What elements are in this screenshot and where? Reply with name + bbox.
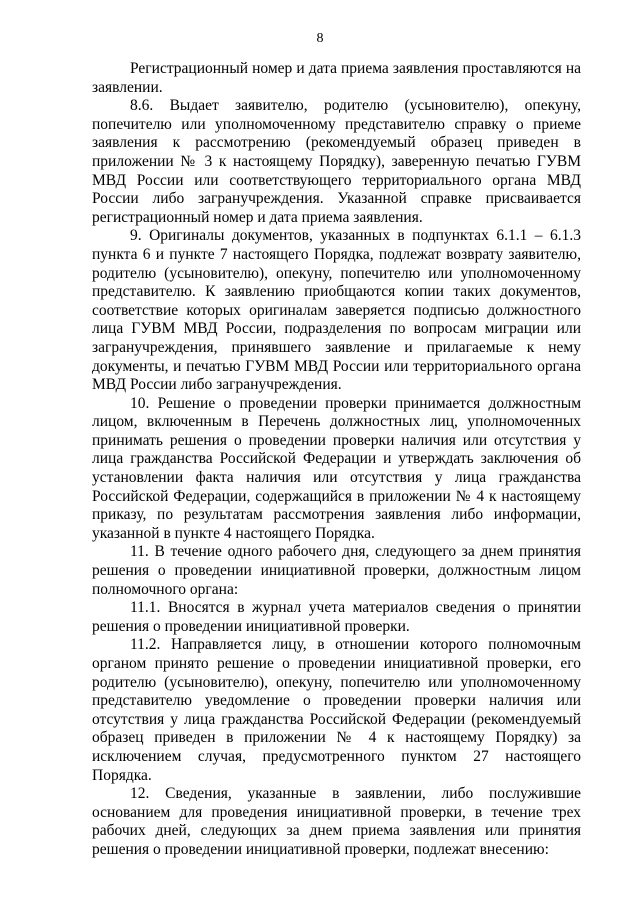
paragraph-11-1: 11.1. Вносятся в журнал учета материалов сведения о принятии решения о проведении инициативной проверки. [92,599,581,635]
paragraph-registration-note: Регистрационный номер и дата приема заявления проставляются на заявлении. [92,60,581,96]
paragraph-10: 10. Решение о проведении проверки принимается должностным лицом, включенным в Перечень должностных лиц, уполномоченных принимать решения о проведении проверки наличия или отсутствия у лица гражданства Российской Федерации и утверждать заключения об установлении факта наличия или отсутствия у лица гражданства Российской Федерации, содержащийся в приложении № 4 к настоящему приказу, по результатам рассмотрения заявления либо информации, указанной в пункте 4 настоящего Порядка. [92,394,581,542]
paragraph-8-6: 8.6. Выдает заявителю, родителю (усыновителю), опекуну, попечителю или уполномоченному представителю справку о приеме заявления к рассмотрению (рекомендуемый образец приведен в приложении № 3 к настоящему Порядку), заверенную печатью ГУВМ МВД России или соответствующего территориального органа МВД России либо загранучреждения. Указанной справке присваивается регистрационный номер и дата приема заявления. [92,97,581,226]
document-body [92,60,581,860]
paragraph-9: 9. Оригиналы документов, указанных в подпунктах 6.1.1 – 6.1.3 пункта 6 и пункте 7 настоящего Порядка, подлежат возврату заявителю, родителю (усыновителю), опекуну, попечителю или уполномоченному представителю. К заявлению приобщаются копии таких документов, соответствие которых оригиналам заверяется подписью должностного лица ГУВМ МВД России, подразделения по вопросам миграции или загранучреждения, принявшего заявление и прилагаемые к нему документы, и печатью ГУВМ МВД России или территориального органа МВД России либо загранучреждения. [92,227,581,394]
paragraph-11-2: 11.2. Направляется лицу, в отношении которого полномочным органом принято решение о проведении инициативной проверки, его родителю (усыновителю), опекуну, попечителю или уполномоченному представителю уведомление о проведении проверки наличия или отсутствия у лица гражданства Российской Федерации (рекомендуемый образец приведен в приложении № 4 к настоящему Порядку) за исключением случая, предусмотренного пунктом 27 настоящего Порядка. [92,636,581,784]
paragraph-11: 11. В течение одного рабочего дня, следующего за днем принятия решения о проведении инициативной проверки, должностным лицом полномочного органа: [92,543,581,598]
paragraph-12: 12. Сведения, указанные в заявлении, либо послужившие основанием для проведения инициативной проверки, в течение трех рабочих дней, следующих за днем приема заявления или принятия решения о проведении инициативной проверки, подлежат внесению: [92,785,581,858]
page-number: 8 [316,31,324,46]
